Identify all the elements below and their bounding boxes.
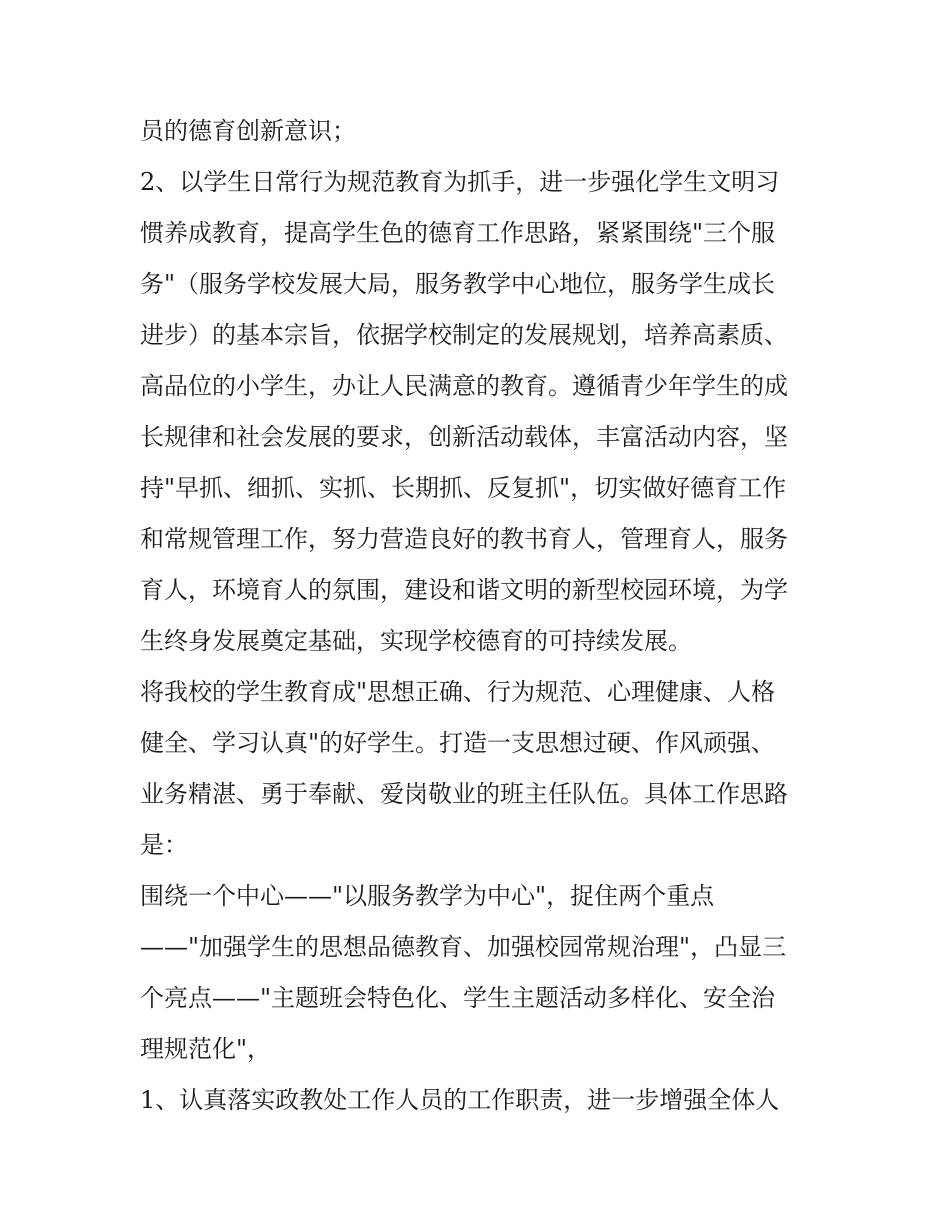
text-line: 将我校的学生教育成"思想正确、行为规范、心理健康、人格 xyxy=(140,678,776,706)
text-line: 1、认真落实政教处工作人员的工作职责，进一步增强全体人 xyxy=(140,1086,780,1114)
text-line: 长规律和社会发展的要求，创新活动载体，丰富活动内容，坚 xyxy=(140,423,788,451)
text-line: 围绕一个中心——"以服务教学为中心"，捉住两个重点 xyxy=(140,882,715,910)
text-line: 业务精湛、勇于奉献、爱岗敬业的班主任队伍。具体工作思路 xyxy=(140,780,788,808)
text-line: 个亮点——"主题班会特色化、学生主题活动多样化、安全治 xyxy=(140,984,776,1012)
text-line: 理规范化"， xyxy=(140,1035,272,1063)
text-line: 健全、学习认真"的好学生。打造一支思想过硬、作风顽强、 xyxy=(140,729,776,757)
text-line: 和常规管理工作，努力营造良好的教书育人，管理育人，服务 xyxy=(140,525,788,553)
text-line: ——"加强学生的思想品德教育、加强校园常规治理"，凸显三 xyxy=(140,933,787,961)
text-line: 是： xyxy=(140,831,188,859)
text-line: 进步）的基本宗旨，依据学校制定的发展规划，培养高素质、 xyxy=(140,321,788,349)
text-line: 育人，环境育人的氛围，建设和谐文明的新型校园环境，为学 xyxy=(140,576,788,604)
text-line: 高品位的小学生，办让人民满意的教育。遵循青少年学生的成 xyxy=(140,372,788,400)
text-line: 惯养成教育，提高学生色的德育工作思路，紧紧围绕"三个服 xyxy=(140,219,776,247)
document-body xyxy=(140,106,820,1126)
text-line: 务"（服务学校发展大局，服务教学中心地位，服务学生成长 xyxy=(140,270,776,298)
text-line: 2、以学生日常行为规范教育为抓手，进一步强化学生文明习 xyxy=(140,168,780,196)
text-line: 员的德育创新意识； xyxy=(140,117,356,145)
text-line: 生终身发展奠定基础，实现学校德育的可持续发展。 xyxy=(140,627,692,655)
text-line: 持"早抓、细抓、实抓、长期抓、反复抓"，切实做好德育工作 xyxy=(140,474,787,502)
